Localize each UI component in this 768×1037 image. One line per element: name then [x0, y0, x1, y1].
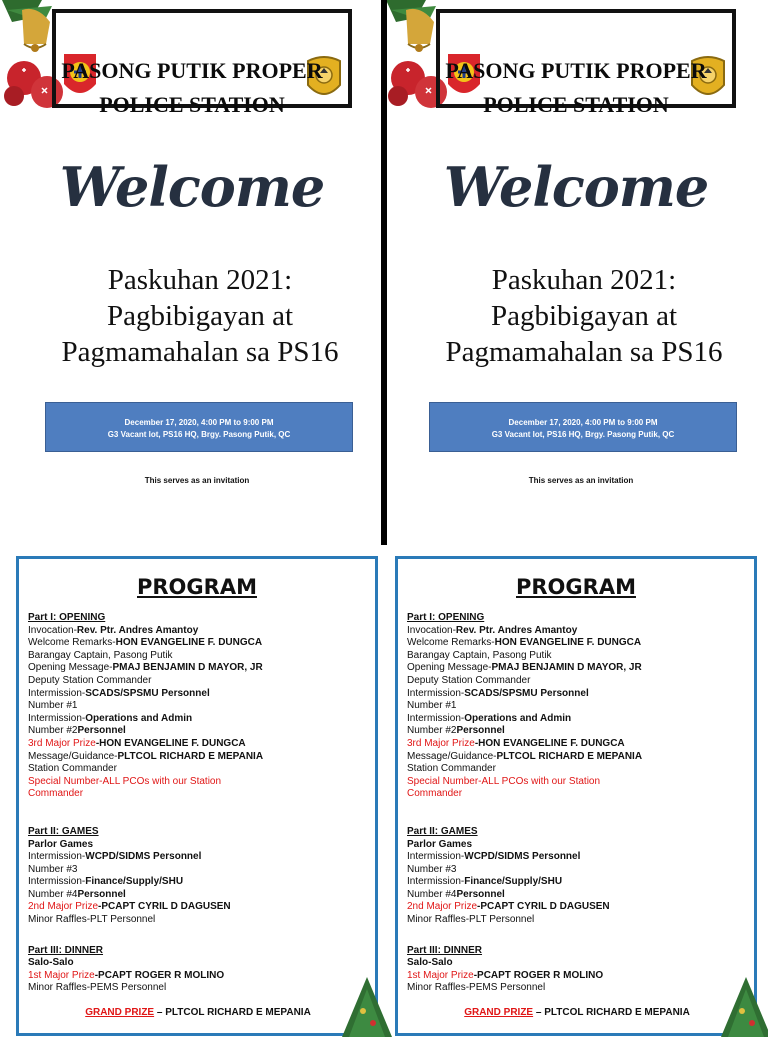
prize-sponsor: -PCAPT ROGER R MOLINO	[473, 969, 604, 981]
raffle-item: Minor Raffles-PLT Personnel	[28, 914, 156, 926]
event-details-box	[45, 402, 353, 452]
item-label: Invocation-	[407, 624, 456, 636]
item-name: SCADS/SPSMU Personnel	[85, 687, 210, 699]
item-label: Number #4	[28, 888, 78, 900]
item-name: Finance/Supply/SHU	[85, 876, 184, 888]
item-role: Deputy Station Commander	[28, 674, 152, 686]
prize-item	[407, 970, 747, 983]
prize-item	[407, 901, 747, 914]
prize-label: 2nd Major Prize	[28, 901, 99, 913]
item-name: HON EVANGELINE F. DUNGCA	[115, 637, 263, 649]
part3-heading: Part III: DINNER	[407, 944, 483, 956]
item-name: WCPD/SIDMS Personnel	[464, 851, 581, 863]
item-name: Rev. Ptr. Andres Amantoy	[455, 624, 578, 636]
station-title	[384, 20, 768, 156]
prize-label: 1st Major Prize	[407, 969, 474, 981]
grand-prize	[407, 1007, 747, 1020]
prize-sponsor: -HON EVANGELINE F. DUNGCA	[474, 737, 625, 749]
number-item: Number #3	[407, 863, 457, 875]
program-item	[28, 662, 368, 675]
item-label: Welcome Remarks-	[407, 637, 495, 649]
program-item	[407, 662, 747, 675]
item-name: Operations and Admin	[85, 712, 193, 724]
station-title-line2: POLICE STATION	[483, 92, 669, 117]
welcome-heading: Welcome	[443, 155, 709, 219]
item-role: Station Commander	[407, 763, 496, 775]
program-card-right	[395, 556, 757, 1036]
event-date: December 17, 2020, 4:00 PM to 9:00 PM	[508, 418, 658, 427]
program-item	[28, 713, 368, 726]
item-name: Finance/Supply/SHU	[464, 876, 563, 888]
event-venue: G3 Vacant lot, PS16 HQ, Brgy. Pasong Putik, QC	[107, 430, 291, 439]
program-title: PROGRAM	[137, 575, 257, 599]
parlor-games: Parlor Games	[28, 838, 94, 850]
event-title-line1: Paskuhan 2021:	[107, 264, 293, 296]
program-item	[28, 637, 368, 650]
item-name: PMAJ BENJAMIN D MAYOR, JR	[112, 662, 263, 674]
item-name: PLTCOL RICHARD E MEPANIA	[117, 750, 264, 762]
part2-heading: Part II: GAMES	[407, 825, 478, 837]
station-title	[0, 20, 384, 156]
event-details-box	[429, 402, 737, 452]
program-card-left	[16, 556, 378, 1036]
item-name: Personnel	[77, 888, 126, 900]
event-title-line1: Paskuhan 2021:	[491, 264, 677, 296]
number-item: Number #3	[28, 863, 78, 875]
prize-label: 1st Major Prize	[28, 969, 95, 981]
program-item	[407, 637, 747, 650]
event-title	[0, 262, 400, 370]
station-title-line2: POLICE STATION	[99, 92, 285, 117]
event-title-line2: Pagbibigayan at	[490, 300, 678, 332]
program-item	[28, 725, 368, 738]
grand-prize-label: GRAND PRIZE	[464, 1007, 534, 1019]
event-title-line2: Pagbibigayan at	[106, 300, 294, 332]
prize-label: 3rd Major Prize	[407, 737, 475, 749]
special-number: Special Number-ALL PCOs with our Station	[28, 775, 222, 787]
parlor-games: Parlor Games	[407, 838, 473, 850]
item-label: Intermission-	[28, 851, 86, 863]
prize-sponsor: -PCAPT CYRIL D DAGUSEN	[98, 901, 231, 913]
program-item	[407, 625, 747, 638]
vertical-divider	[381, 0, 387, 545]
invitation-card-right	[384, 0, 768, 545]
special-number-cont: Commander	[407, 788, 463, 800]
part1-heading: Part I: OPENING	[28, 612, 106, 623]
grand-prize-sponsor: – PLTCOL RICHARD E MEPANIA	[154, 1007, 311, 1019]
event-title	[384, 262, 768, 370]
item-name: Personnel	[456, 888, 505, 900]
item-label: Welcome Remarks-	[28, 637, 116, 649]
program-body	[28, 612, 368, 1020]
prize-item	[407, 738, 747, 751]
program-item	[407, 889, 747, 902]
item-label: Invocation-	[28, 624, 77, 636]
item-name: WCPD/SIDMS Personnel	[85, 851, 202, 863]
item-label: Number #2	[28, 725, 78, 737]
program-item	[407, 688, 747, 701]
prize-sponsor: -PCAPT ROGER R MOLINO	[94, 969, 225, 981]
item-name: SCADS/SPSMU Personnel	[464, 687, 589, 699]
number-item: Number #1	[407, 700, 457, 712]
program-title: PROGRAM	[516, 575, 636, 599]
salo-salo: Salo-Salo	[407, 957, 453, 969]
program-body	[407, 612, 747, 1020]
special-number-cont: Commander	[28, 788, 84, 800]
christmas-tree-icon	[716, 977, 768, 1037]
grand-prize	[28, 1007, 368, 1020]
event-title-line3: Pagmamahalan sa PS16	[445, 336, 723, 368]
station-title-line1: PASONG PUTIK PROPER	[445, 58, 707, 83]
item-role: Barangay Captain, Pasong Putik	[407, 649, 552, 661]
item-name: Personnel	[456, 725, 505, 737]
program-item	[407, 725, 747, 738]
program-item	[28, 851, 368, 864]
item-name: Personnel	[77, 725, 126, 737]
prize-item	[28, 738, 368, 751]
item-role: Barangay Captain, Pasong Putik	[28, 649, 173, 661]
prize-item	[28, 901, 368, 914]
grand-prize-label: GRAND PRIZE	[85, 1007, 155, 1019]
invitation-card-left	[0, 0, 384, 545]
item-label: Message/Guidance-	[407, 750, 497, 762]
item-label: Intermission-	[28, 687, 86, 699]
item-label: Intermission-	[407, 712, 465, 724]
program-item	[28, 889, 368, 902]
event-venue: G3 Vacant lot, PS16 HQ, Brgy. Pasong Putik, QC	[491, 430, 675, 439]
item-name: HON EVANGELINE F. DUNGCA	[494, 637, 642, 649]
prize-item	[28, 970, 368, 983]
station-title-line1: PASONG PUTIK PROPER	[61, 58, 323, 83]
prize-sponsor: -HON EVANGELINE F. DUNGCA	[95, 737, 246, 749]
item-label: Intermission-	[407, 851, 465, 863]
raffle-item: Minor Raffles-PEMS Personnel	[407, 982, 546, 994]
number-item: Number #1	[28, 700, 78, 712]
prize-sponsor: -PCAPT CYRIL D DAGUSEN	[477, 901, 610, 913]
grand-prize-sponsor: – PLTCOL RICHARD E MEPANIA	[533, 1007, 690, 1019]
program-item	[407, 876, 747, 889]
special-number: Special Number-ALL PCOs with our Station	[407, 775, 601, 787]
program-item	[28, 625, 368, 638]
item-label: Message/Guidance-	[28, 750, 118, 762]
item-name: PMAJ BENJAMIN D MAYOR, JR	[491, 662, 642, 674]
item-label: Intermission-	[28, 712, 86, 724]
invitation-note: This serves as an invitation	[528, 476, 634, 485]
item-label: Intermission-	[407, 687, 465, 699]
program-item	[407, 751, 747, 764]
program-item	[407, 713, 747, 726]
salo-salo: Salo-Salo	[28, 957, 74, 969]
item-role: Station Commander	[28, 763, 117, 775]
item-label: Opening Message-	[28, 662, 113, 674]
item-name: Rev. Ptr. Andres Amantoy	[76, 624, 199, 636]
event-date: December 17, 2020, 4:00 PM to 9:00 PM	[124, 418, 274, 427]
program-item	[407, 851, 747, 864]
item-label: Intermission-	[28, 876, 86, 888]
invitation-note: This serves as an invitation	[144, 476, 250, 485]
event-title-line3: Pagmamahalan sa PS16	[61, 336, 339, 368]
item-role: Deputy Station Commander	[407, 674, 531, 686]
prize-label: 3rd Major Prize	[28, 737, 96, 749]
item-label: Number #2	[407, 725, 457, 737]
item-label: Intermission-	[407, 876, 465, 888]
program-item	[28, 688, 368, 701]
prize-label: 2nd Major Prize	[407, 901, 478, 913]
raffle-item: Minor Raffles-PEMS Personnel	[28, 982, 167, 994]
welcome-heading: Welcome	[59, 155, 325, 219]
program-item	[28, 751, 368, 764]
raffle-item: Minor Raffles-PLT Personnel	[407, 914, 535, 926]
item-name: Operations and Admin	[464, 712, 572, 724]
part1-heading: Part I: OPENING	[407, 612, 485, 623]
item-name: PLTCOL RICHARD E MEPANIA	[496, 750, 643, 762]
item-label: Number #4	[407, 888, 457, 900]
part2-heading: Part II: GAMES	[28, 825, 99, 837]
christmas-tree-icon	[337, 977, 397, 1037]
program-item	[28, 876, 368, 889]
part3-heading: Part III: DINNER	[28, 944, 104, 956]
item-label: Opening Message-	[407, 662, 492, 674]
